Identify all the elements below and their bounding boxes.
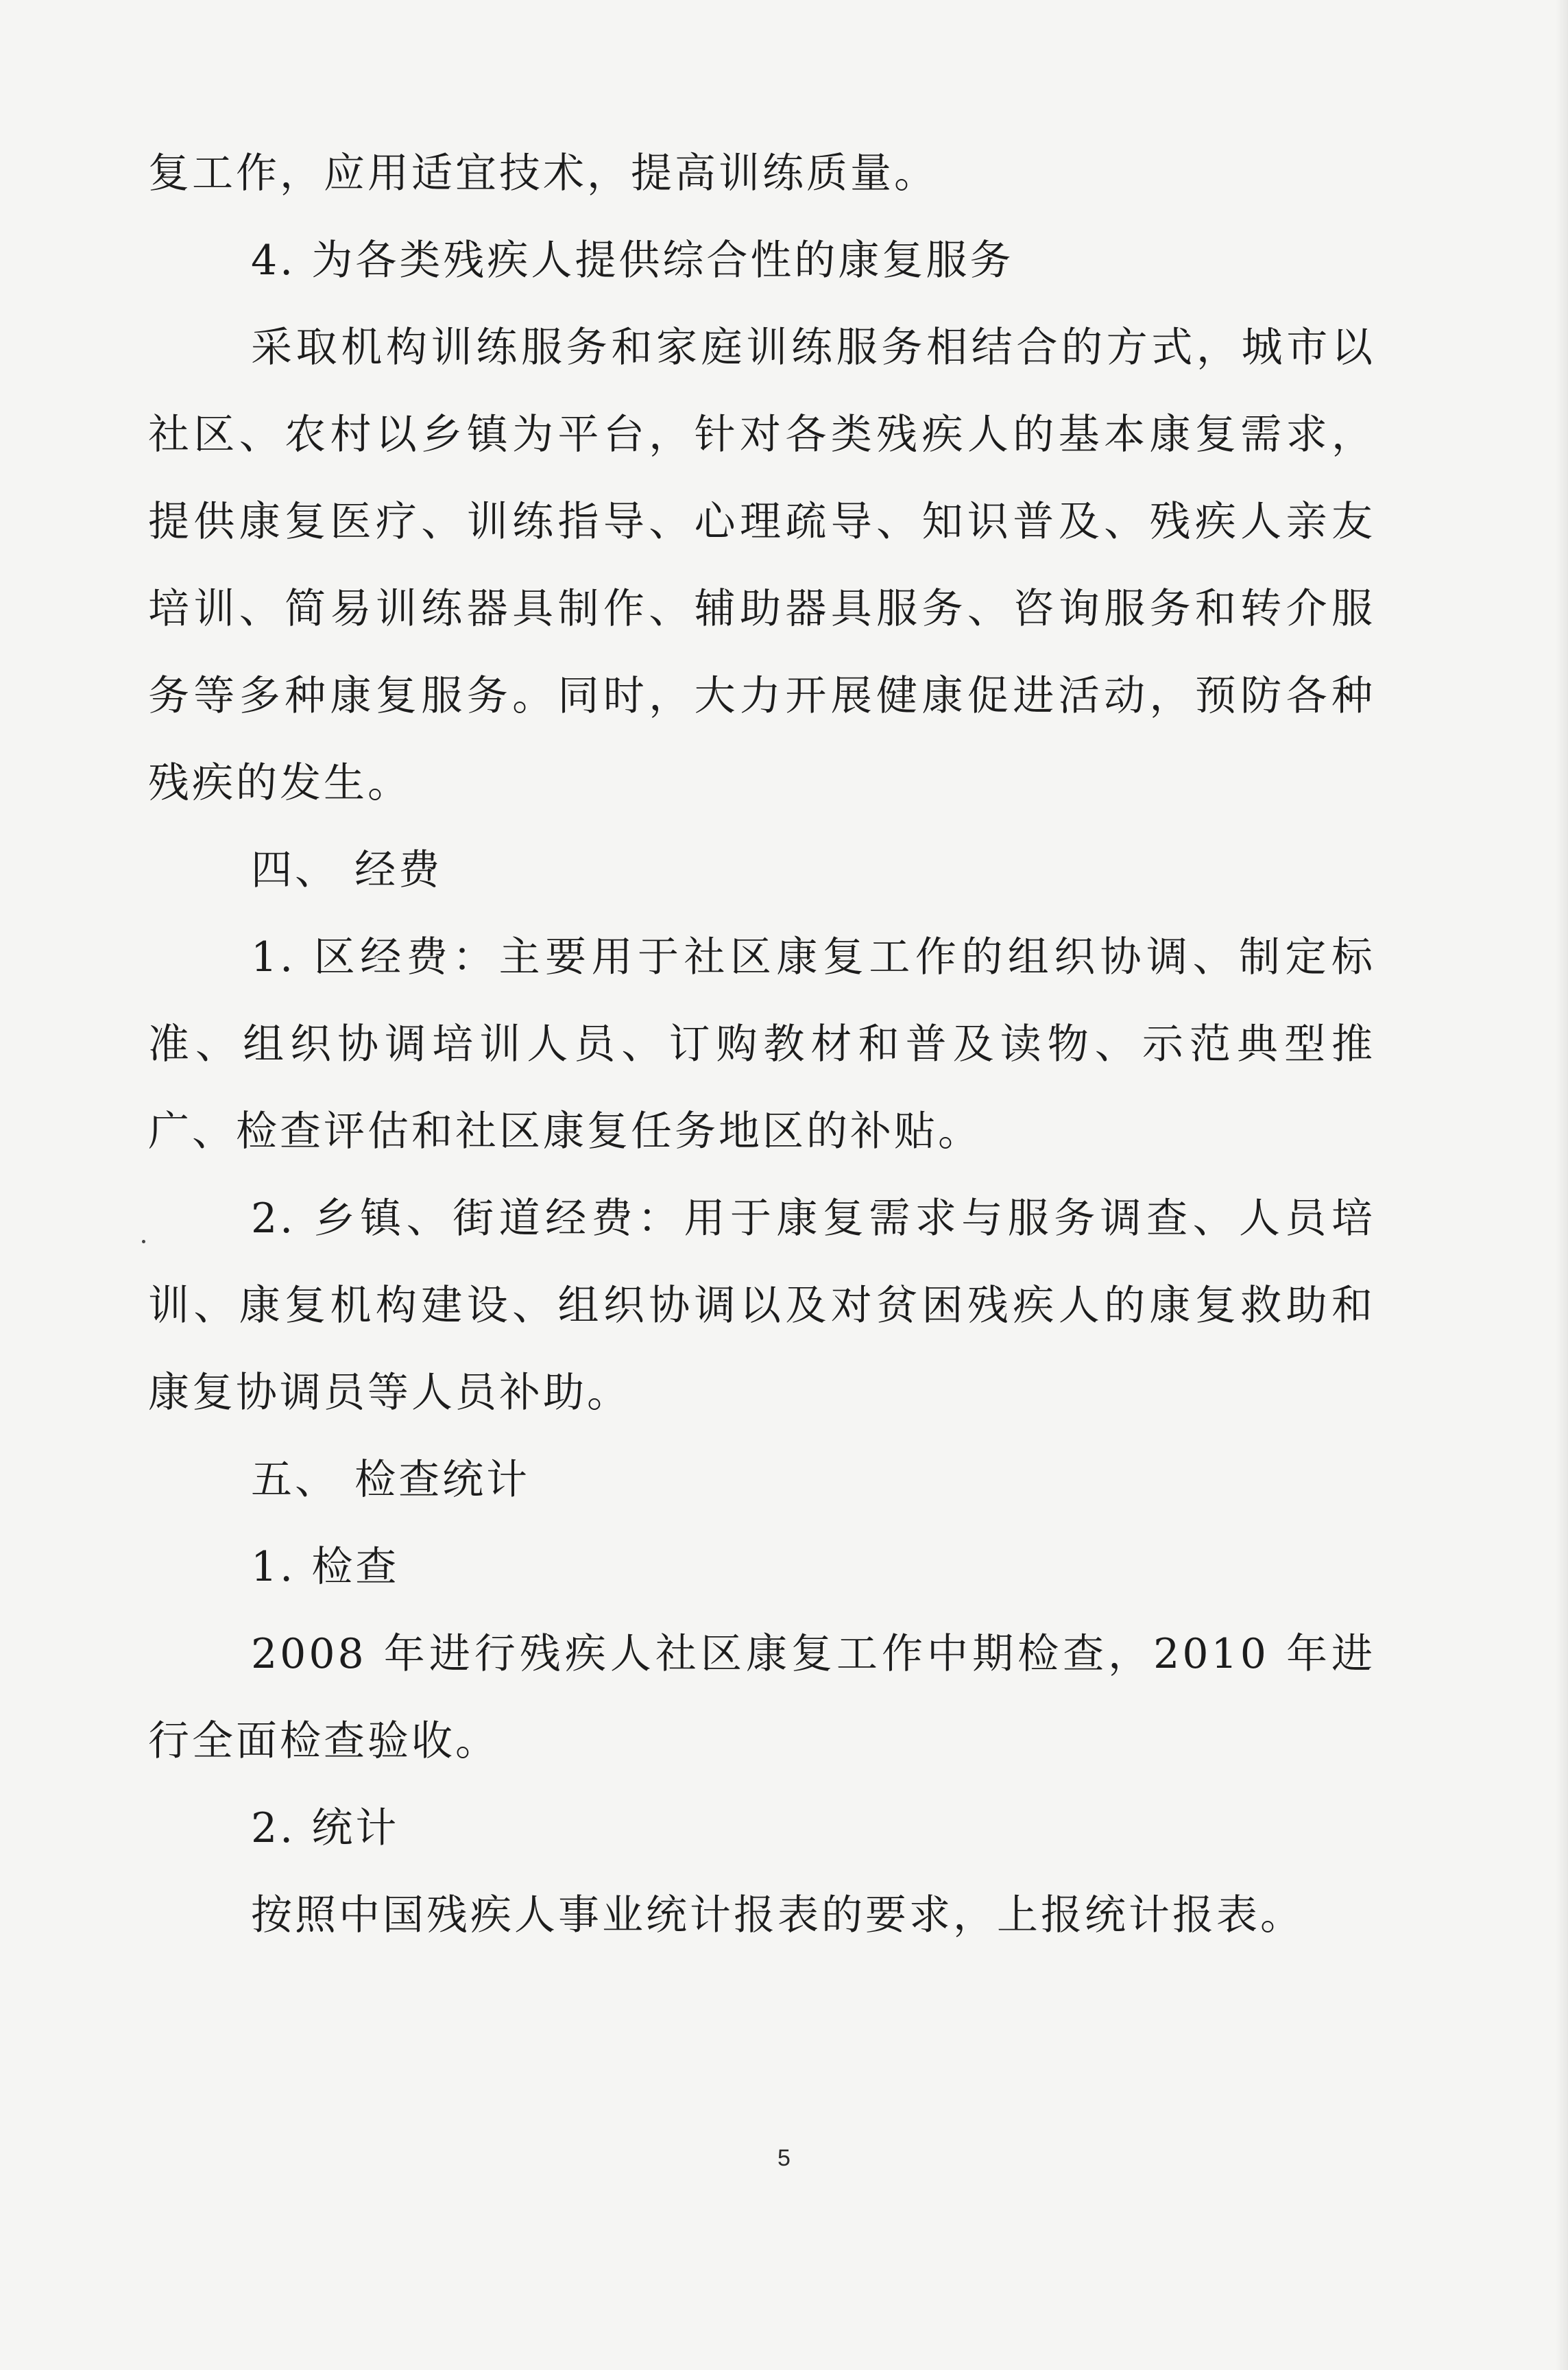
paragraph-inspection: 2008 年进行残疾人社区康复工作中期检查，2010 年进行全面检查验收。: [148, 1630, 1375, 1765]
body-text: [148, 130, 1375, 1959]
section-heading-inspection-statistics: 五、 检查统计: [251, 1456, 531, 1504]
section-heading-funding: 四、 经费: [251, 846, 443, 894]
scan-edge-shadow: [1556, 0, 1568, 2370]
paragraph-district-funding: 1. 区经费：主要用于社区康复工作的组织协调、制定标准、组织协调培训人员、订购教材和普及读物、示范典型推广、检查评估和社区康复任务地区的补贴。: [148, 933, 1375, 1156]
paragraph-services-description: 采取机构训练服务和家庭训练服务相结合的方式，城市以社区、农村以乡镇为平台，针对各类残疾人的基本康复需求，提供康复医疗、训练指导、心理疏导、知识普及、残疾人亲友培训、简易训练器具制作、辅助器具服务、咨询服务和转介服务等多种康复服务。同时，大力开展健康促进活动，预防各种残疾的发生。: [148, 324, 1375, 807]
paragraph-statistics: 按照中国残疾人事业统计报表的要求，上报统计报表。: [251, 1891, 1304, 1939]
subheading-inspection: 1. 检查: [251, 1543, 400, 1591]
scan-speck: [142, 1240, 145, 1243]
paragraph-township-funding: 2. 乡镇、街道经费：用于康复需求与服务调查、人员培训、康复机构建设、组织协调以及对贫困残疾人的康复救助和康复协调员等人员补助。: [148, 1195, 1375, 1417]
subheading-comprehensive-services: 4. 为各类残疾人提供综合性的康复服务: [251, 237, 1014, 285]
page-number: 5: [777, 2145, 791, 2171]
subheading-statistics: 2. 统计: [251, 1804, 400, 1852]
paragraph-continuation: 复工作，应用适宜技术，提高训练质量。: [148, 149, 938, 198]
